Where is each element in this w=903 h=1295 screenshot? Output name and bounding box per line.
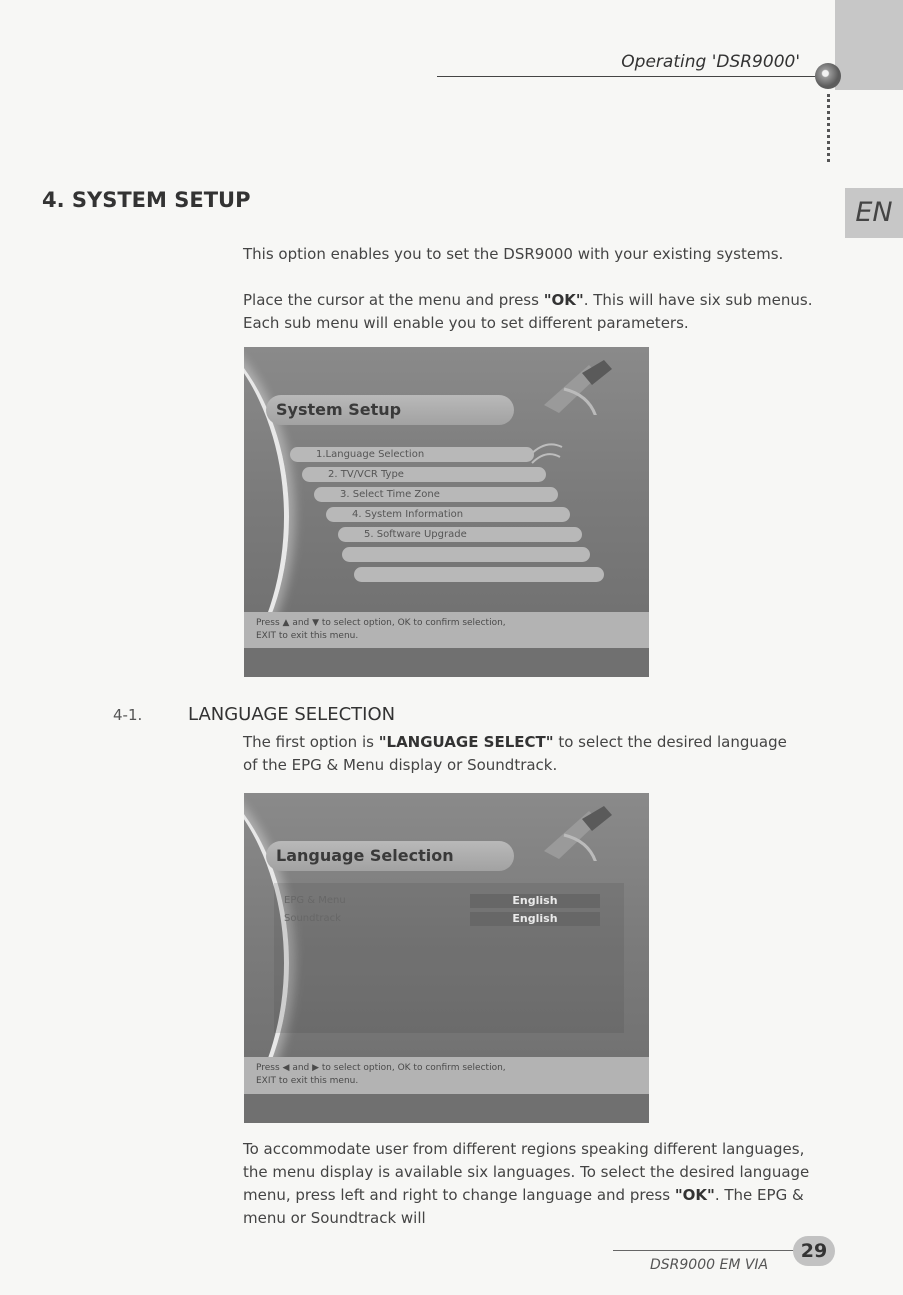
- corner-tab: [835, 0, 903, 90]
- help-line-2: EXIT to exit this menu.: [256, 631, 359, 641]
- page-number: 29: [793, 1236, 835, 1266]
- menu-item-empty: [354, 567, 604, 582]
- closing-text-start: To accommodate user from different regions speaking different languages, the menu display is available six languages. To select the desired language menu, press left and right to change language and press: [243, 1140, 810, 1204]
- ok-key-label: "OK": [543, 291, 584, 309]
- help-line-1: Press ▲ and ▼ to select option, OK to confirm selection,: [256, 618, 506, 628]
- subsection-paragraph: [243, 731, 803, 777]
- section-paragraph-2: [243, 289, 813, 335]
- help-line-2: EXIT to exit this menu.: [256, 1076, 359, 1086]
- para2-start: Place the cursor at the menu and press: [243, 291, 544, 309]
- running-header: Operating 'DSR9000': [621, 52, 800, 72]
- header-rule: [437, 76, 822, 77]
- language-select-key-label: "LANGUAGE SELECT": [378, 733, 554, 751]
- menu-item-tv-vcr-type: 2. TV/VCR Type: [302, 467, 546, 482]
- section-paragraph-1: This option enables you to set the DSR9000 with your existing systems.: [243, 245, 784, 263]
- para2-end: . This will have six sub menus. Each sub menu will enable you to set different parameters.: [243, 291, 813, 332]
- header-dotted-line: [827, 94, 830, 162]
- closing-paragraph: [243, 1138, 833, 1230]
- menu-item-empty: [342, 547, 590, 562]
- section-title: 4. SYSTEM SETUP: [42, 188, 251, 212]
- header-bullet-icon: [815, 63, 841, 89]
- subsection-heading: [113, 704, 395, 725]
- menu-title: System Setup: [266, 395, 514, 425]
- subsection-number: 4-1.: [113, 706, 143, 724]
- help-line-1: Press ◀ and ▶ to select option, OK to confirm selection,: [256, 1063, 506, 1073]
- ok-key-label: "OK": [674, 1186, 715, 1204]
- language-tab: EN: [845, 188, 903, 238]
- menu-item-time-zone: 3. Select Time Zone: [314, 487, 558, 502]
- subsection-text-start: The first option is: [243, 733, 379, 751]
- satellite-dish-icon: [534, 355, 624, 415]
- row-label-epg-menu: EPG & Menu: [284, 895, 346, 906]
- system-setup-screenshot: [244, 347, 649, 677]
- help-bar: [244, 612, 649, 650]
- row-label-soundtrack: Soundtrack: [284, 913, 341, 924]
- screen-bottom-bar: [244, 648, 649, 677]
- help-bar: [244, 1057, 649, 1095]
- row-value-soundtrack: English: [470, 912, 600, 926]
- screen-bottom-bar: [244, 1094, 649, 1123]
- subsection-text-end: to select the desired language of the EPG & Menu display or Soundtrack.: [243, 733, 787, 774]
- menu-item-software-upgrade: 5. Software Upgrade: [338, 527, 582, 542]
- language-selection-screenshot: [244, 793, 649, 1123]
- subsection-title: LANGUAGE SELECTION: [188, 704, 396, 725]
- row-value-epg-menu: English: [470, 894, 600, 908]
- closing-text-end: . The EPG & menu or Soundtrack will: [243, 1186, 804, 1227]
- satellite-dish-icon: [534, 801, 624, 861]
- menu-title: Language Selection: [266, 841, 514, 871]
- menu-item-system-information: 4. System Information: [326, 507, 570, 522]
- footer-model: DSR9000 EM VIA: [650, 1257, 769, 1273]
- menu-item-language-selection: 1.Language Selection: [290, 447, 534, 462]
